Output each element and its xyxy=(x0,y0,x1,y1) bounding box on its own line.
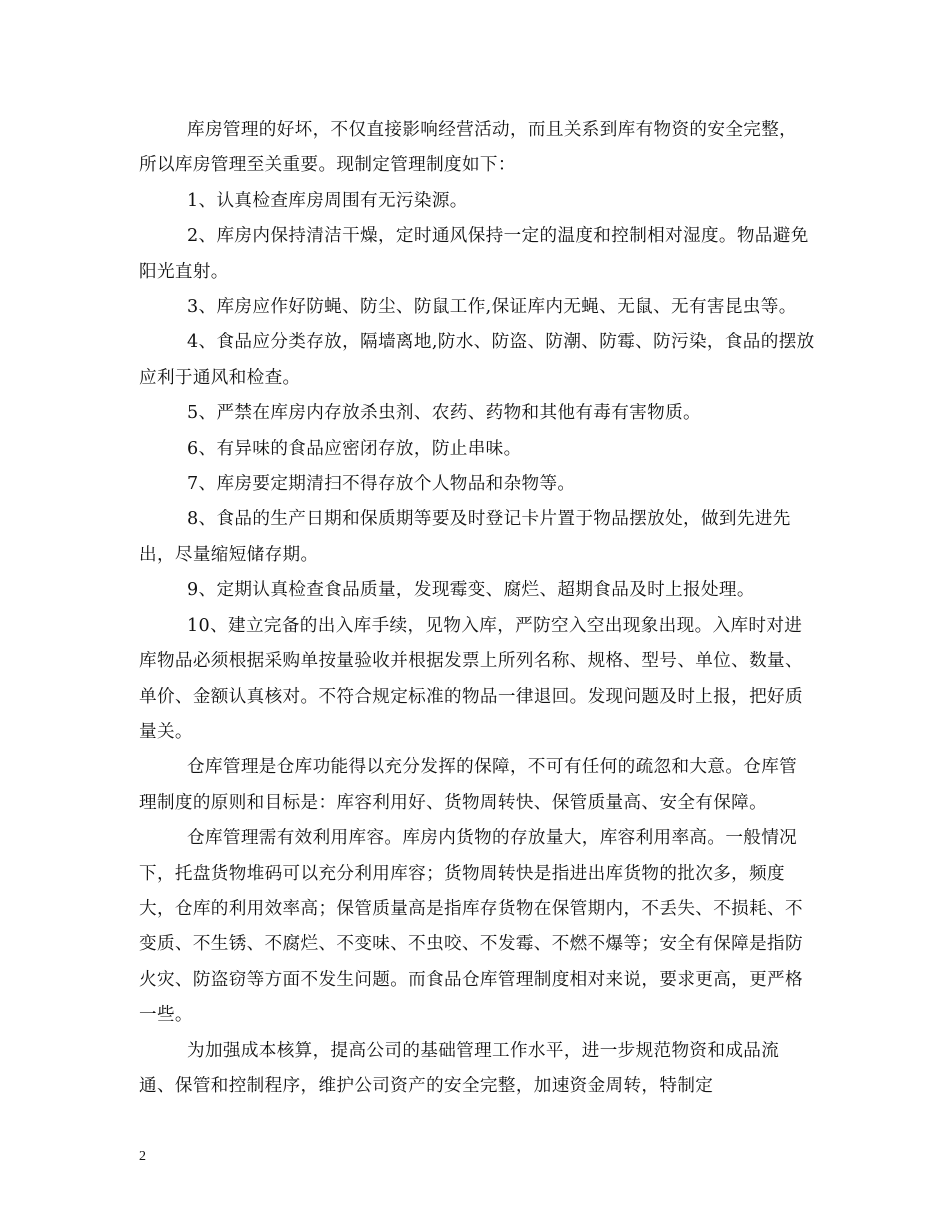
paragraph-line: 管理制度的原则和目标是：库容利用好、货物周转快、保管质量高、安全有保障。 xyxy=(139,757,798,813)
paragraph-line: 7、库房要定期清扫不得存放个人物品和杂物等。 xyxy=(187,474,576,495)
paragraph-line: 2、库房内保持清洁干燥，定时通风保持一定的温度和控制相对湿度。物品避 xyxy=(187,226,791,247)
paragraph-p13 xyxy=(139,821,815,1033)
paragraph-line: 5、严禁在库房内存放杀虫剂、农药、药物和其他有毒有害物质。 xyxy=(187,403,701,424)
paragraph-line: 10、建立完备的出入库手续，见物入库，严防空入空出现象出现。入库时对 xyxy=(187,615,785,636)
paragraph-line: 度大，仓库的利用效率高；保管质量高是指库存货物在保管期内，不丢失、不损耗、 xyxy=(139,863,785,919)
paragraph-line: 所以库房管理至关重要。现制定管理制度如下： xyxy=(139,155,516,176)
paragraph-p6 xyxy=(139,396,815,431)
paragraph-line: 指防火灾、防盗窃等方面不发生问题。而食品仓库管理制度相对来说，要求更高， xyxy=(139,934,803,990)
paragraph-p5 xyxy=(139,325,815,396)
paragraph-line: 不变质、不生锈、不腐烂、不变味、不虫咬、不发霉、不燃不爆等；安全有保障是 xyxy=(139,898,803,955)
paragraph-line: 进库物品必须根据采购单按量验收并根据发票上所列名称、规格、型号、单位、数 xyxy=(139,615,803,672)
paragraph-line: 摆放应利于通风和检查。 xyxy=(139,332,815,388)
paragraph-line: 通、保管和控制程序，维护公司资产的安全完整，加速资金周转，特制定 xyxy=(139,1075,714,1096)
document-body xyxy=(139,113,815,1104)
page-number: 2 xyxy=(139,1149,146,1164)
paragraph-p8 xyxy=(139,467,815,502)
paragraph-line: 先出，尽量缩短储存期。 xyxy=(139,509,791,565)
paragraph-p9 xyxy=(139,502,815,573)
paragraph-line: 仓库管理是仓库功能得以充分发挥的保障，不可有任何的疏忽和大意。仓库 xyxy=(187,757,780,778)
paragraph-p11 xyxy=(139,609,815,751)
paragraph-p7 xyxy=(139,432,815,467)
paragraph-line: 更严格一些。 xyxy=(139,969,803,1026)
paragraph-line: 量、单价、金额认真核对。不符合规定标准的物品一律退回。发现问题及时上报， xyxy=(139,651,803,707)
paragraph-line: 9、定期认真检查食品质量，发现霉变、腐烂、超期食品及时上报处理。 xyxy=(187,580,755,601)
paragraph-p12 xyxy=(139,750,815,821)
paragraph-line: 6、有异味的食品应密闭存放，防止串味。 xyxy=(187,438,522,459)
paragraph-p2 xyxy=(139,184,815,219)
paragraph-line: 把好质量关。 xyxy=(139,686,803,742)
paragraph-p10 xyxy=(139,573,815,608)
paragraph-line: 1、认真检查库房周围有无污染源。 xyxy=(187,190,468,211)
paragraph-p14 xyxy=(139,1034,815,1105)
paragraph-p3 xyxy=(139,219,815,290)
paragraph-line: 况下，托盘货物堆码可以充分利用库容；货物周转快是指进出库货物的批次多，频 xyxy=(139,828,798,884)
paragraph-line: 3、库房应作好防蝇、防尘、防鼠工作,保证库内无蝇、无鼠、无有害昆虫等。 xyxy=(187,297,797,318)
paragraph-line: 免阳光直射。 xyxy=(139,226,809,282)
paragraph-p1 xyxy=(139,113,815,184)
paragraph-line: 仓库管理需有效利用库容。库房内货物的存放量大，库容利用率高。一般情 xyxy=(187,828,780,849)
paragraph-line: 4、食品应分类存放，隔墙离地,防水、防盗、防潮、防霉、防污染，食品的 xyxy=(187,332,779,353)
paragraph-line: 8、食品的生产日期和保质期等要及时登记卡片置于物品摆放处，做到先进 xyxy=(187,509,773,530)
paragraph-line: 为加强成本核算，提高公司的基础管理工作水平，进一步规范物资和成品流 xyxy=(187,1040,780,1061)
paragraph-line: 库房管理的好坏，不仅直接影响经营活动，而且关系到库有物资的安全完整， xyxy=(187,120,798,140)
paragraph-p4 xyxy=(139,290,815,325)
